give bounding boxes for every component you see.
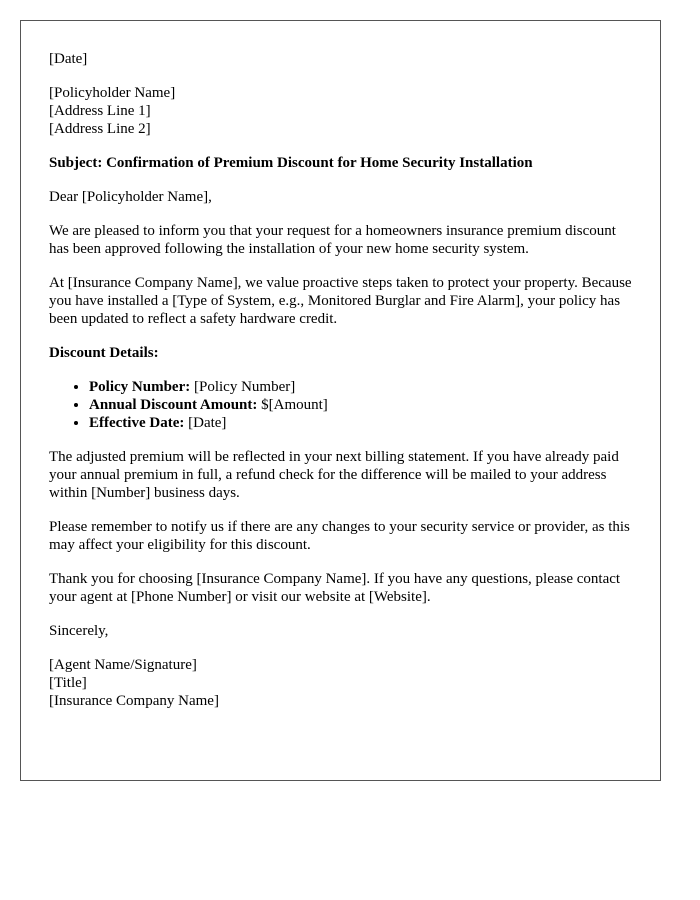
recipient-address-1: [Address Line 1] bbox=[49, 103, 151, 119]
detail-policy-number bbox=[89, 378, 632, 396]
subject: Subject: Confirmation of Premium Discount for Home Security Installation bbox=[49, 155, 533, 171]
detail-value: [Date] bbox=[184, 415, 227, 431]
detail-effective-date bbox=[89, 414, 632, 432]
paragraph-billing: The adjusted premium will be reflected in your next billing statement. If you have already paid your annual premium in full, a refund check for the difference will be mailed to your address within [Number] business days. bbox=[49, 449, 619, 501]
recipient-name: [Policyholder Name] bbox=[49, 85, 176, 101]
signature-name: [Agent Name/Signature] bbox=[49, 657, 197, 673]
details-list bbox=[49, 378, 632, 432]
detail-value: $[Amount] bbox=[257, 397, 328, 413]
recipient-block bbox=[49, 84, 632, 138]
detail-label: Effective Date: bbox=[89, 415, 185, 431]
paragraph-notify: Please remember to notify us if there are any changes to your security service or provider, as this may affect your eligibility for this discount. bbox=[49, 519, 630, 553]
detail-value: [Policy Number] bbox=[190, 379, 296, 395]
salutation: Dear [Policyholder Name], bbox=[49, 189, 212, 205]
paragraph-credit: At [Insurance Company Name], we value proactive steps taken to protect your property. Because you have installed a [Type of System, e.g., Monitored Burglar and Fire Alarm], your policy has been updated to reflect a safety hardware credit. bbox=[49, 275, 632, 327]
detail-discount-amount bbox=[89, 396, 632, 414]
letter bbox=[20, 20, 661, 781]
paragraph-thanks: Thank you for choosing [Insurance Company Name]. If you have any questions, please contact your agent at [Phone Number] or visit our website at [Website]. bbox=[49, 571, 621, 605]
closing: Sincerely, bbox=[49, 623, 109, 639]
detail-label: Annual Discount Amount: bbox=[89, 397, 258, 413]
detail-label: Policy Number: bbox=[89, 379, 191, 395]
signature-company: [Insurance Company Name] bbox=[49, 693, 219, 709]
paragraph-approval: We are pleased to inform you that your request for a homeowners insurance premium discount has been approved following the installation of your new home security system. bbox=[49, 223, 616, 257]
signature-title: [Title] bbox=[49, 675, 87, 691]
signature-block bbox=[49, 656, 632, 710]
recipient-address-2: [Address Line 2] bbox=[49, 121, 151, 137]
date: [Date] bbox=[49, 51, 88, 67]
details-heading: Discount Details: bbox=[49, 345, 159, 361]
